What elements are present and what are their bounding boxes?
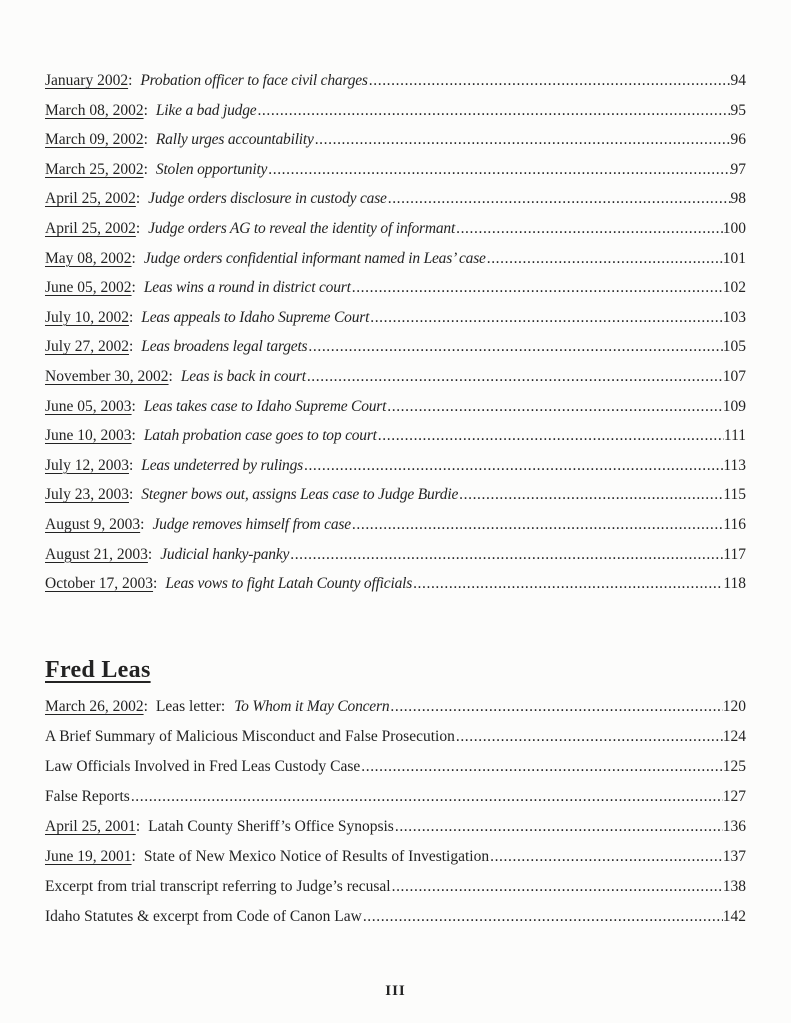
toc-entry-title: Judge removes himself from case [152, 515, 351, 533]
toc-entry-title: Stegner bows out, assigns Leas case to Judge Burdie [141, 486, 459, 504]
toc-entry-date-text: April 25, 2002 [45, 219, 136, 237]
toc-entry [45, 426, 746, 446]
toc-entry-date-text: May 08, 2002 [45, 249, 132, 267]
toc-entry [45, 787, 746, 807]
toc-entry-page-number: 100 [722, 219, 746, 237]
toc-entry [45, 757, 746, 777]
toc-entry-date [45, 397, 136, 417]
toc-entry-date [45, 278, 136, 298]
toc-entry-date [45, 249, 136, 269]
toc-entry [45, 545, 746, 565]
dot-leader [456, 219, 723, 239]
dot-leader [370, 308, 723, 328]
toc-entry-page-number: 98 [730, 190, 746, 208]
dot-leader [369, 71, 731, 91]
toc-entry-date [45, 189, 140, 209]
dot-leader [456, 727, 723, 747]
toc-entry-date [45, 574, 157, 594]
dot-leader [392, 877, 723, 897]
dot-leader [395, 817, 723, 837]
toc-entry-date [45, 308, 133, 328]
dot-leader [490, 847, 723, 867]
toc-entry-date-text: June 19, 2001 [45, 848, 132, 866]
dot-leader [413, 574, 723, 594]
toc-entry [45, 101, 746, 121]
toc-entry-date-text: March 26, 2002 [45, 698, 144, 716]
toc-entry-title: Leas appeals to Idaho Supreme Court [141, 308, 370, 326]
toc-entry [45, 485, 746, 505]
toc-entry-page-number: 118 [723, 575, 746, 593]
toc-entry-title: Latah County Sheriff’s Office Synopsis [148, 818, 394, 836]
toc-entry [45, 847, 746, 867]
toc-entry-date [45, 456, 133, 476]
toc-entry-title: Like a bad judge [155, 101, 257, 119]
toc-section-articles [45, 71, 746, 594]
toc-entry [45, 308, 746, 328]
dot-leader [307, 367, 723, 387]
toc-entry-page-number: 96 [730, 131, 746, 149]
toc-entry-page-number: 137 [722, 848, 746, 866]
toc-entry-page-number: 97 [730, 160, 746, 178]
toc-entry-page-number: 101 [722, 249, 746, 267]
toc-entry [45, 817, 746, 837]
dot-leader [361, 757, 723, 777]
toc-entry-page-number: 117 [723, 545, 746, 563]
toc-entry-page-number: 136 [722, 818, 746, 836]
toc-entry-page-number: 127 [722, 788, 746, 806]
dot-leader [390, 697, 722, 717]
toc-entry-page-number: 103 [722, 308, 746, 326]
dot-leader [363, 907, 723, 927]
toc-entry-title: Idaho Statutes & excerpt from Code of Canon Law [45, 908, 362, 926]
toc-entry-title: Stolen opportunity [155, 160, 268, 178]
toc-entry [45, 337, 746, 357]
toc-entry-title: Leas is back in court [180, 367, 306, 385]
toc-entry-title: Judge orders confidential informant named in Leas’ case [143, 249, 486, 267]
toc-entry-page-number: 115 [723, 486, 746, 504]
toc-entry-date [45, 545, 152, 565]
toc-entry-date-text: August 21, 2003 [45, 545, 148, 563]
toc-entry-title: Judicial hanky-panky [160, 545, 290, 563]
toc-entry-page-number: 109 [722, 397, 746, 415]
toc-entry-title: To Whom it May Concern [234, 698, 390, 716]
toc-entry-page-number: 125 [722, 758, 746, 776]
toc-entry [45, 697, 746, 717]
dot-leader [308, 337, 722, 357]
toc-section-fred-leas [45, 697, 746, 927]
dot-leader [268, 160, 730, 180]
toc-entry-title: Judge orders disclosure in custody case [148, 190, 387, 208]
toc-entry-title: Leas vows to fight Latah County officials [165, 575, 413, 593]
toc-entry-date [45, 219, 140, 239]
toc-entry-date [45, 426, 136, 446]
toc-entry-page-number: 138 [722, 878, 746, 896]
toc-entry-date-text: November 30, 2002 [45, 367, 169, 385]
toc-entry-date-text: June 05, 2002 [45, 279, 132, 297]
toc-entry-date [45, 130, 148, 150]
toc-entry [45, 249, 746, 269]
toc-entry-date-text: August 9, 2003 [45, 515, 141, 533]
toc-entry-date-text: June 05, 2003 [45, 397, 132, 415]
toc-entry-page-number: 142 [722, 908, 746, 926]
toc-entry-title: Latah probation case goes to top court [143, 427, 377, 445]
dot-leader [459, 485, 723, 505]
dot-leader [304, 456, 723, 476]
toc-entry-date-text: March 08, 2002 [45, 101, 144, 119]
toc-entry-page-number: 120 [722, 698, 746, 716]
dot-leader [378, 426, 724, 446]
toc-entry-title: Leas undeterred by rulings [141, 456, 303, 474]
toc-entry-title: Leas broadens legal targets [141, 338, 308, 356]
toc-entry [45, 367, 746, 387]
toc-entry-title: False Reports [45, 788, 130, 806]
toc-entry-page-number: 107 [722, 367, 746, 385]
toc-entry-title: Leas takes case to Idaho Supreme Court [143, 397, 387, 415]
dot-leader [315, 130, 731, 150]
toc-entry-title: Judge orders AG to reveal the identity of informant [148, 219, 456, 237]
toc-entry [45, 907, 746, 927]
toc-entry-date [45, 847, 136, 867]
dot-leader [352, 515, 723, 535]
toc-entry-date-text: April 25, 2001 [45, 818, 136, 836]
toc-entry [45, 278, 746, 298]
dot-leader [131, 787, 723, 807]
toc-entry-date-text: April 25, 2002 [45, 190, 136, 208]
dot-leader [290, 545, 723, 565]
section-heading-text: Fred Leas [45, 657, 151, 684]
toc-entry-date-text: March 25, 2002 [45, 160, 144, 178]
toc-entry [45, 574, 746, 594]
toc-entry-title: Probation officer to face civil charges [140, 72, 368, 89]
toc-entry-date [45, 337, 133, 357]
toc-entry [45, 71, 746, 91]
toc-entry [45, 160, 746, 180]
page-number-footer: III [385, 983, 406, 999]
toc-entry-date [45, 101, 148, 121]
toc-entry-page-number: 102 [722, 279, 746, 297]
toc-entry [45, 219, 746, 239]
toc-entry [45, 515, 746, 535]
toc-entry-date [45, 367, 173, 387]
dot-leader [387, 397, 723, 417]
toc-entry [45, 189, 746, 209]
dot-leader [352, 278, 723, 298]
toc-entry-date-text: July 23, 2003 [45, 486, 129, 504]
toc-entry-page-number: 124 [722, 728, 746, 746]
toc-entry-title: Rally urges accountability [155, 131, 314, 149]
toc-entry-date [45, 71, 132, 91]
toc-entry-date-text: October 17, 2003 [45, 575, 154, 593]
dot-leader [487, 249, 723, 269]
toc-entry-date-text: July 10, 2002 [45, 308, 129, 326]
toc-entry-date [45, 160, 148, 180]
toc-entry-title: Leas wins a round in district court [143, 279, 351, 297]
toc-entry-date [45, 817, 140, 837]
toc-entry [45, 397, 746, 417]
table-of-contents [45, 71, 746, 937]
toc-entry [45, 456, 746, 476]
toc-entry-date [45, 515, 144, 535]
toc-entry-page-number: 111 [723, 427, 746, 445]
toc-entry-date-text: March 09, 2002 [45, 131, 144, 149]
toc-entry-date-text: June 10, 2003 [45, 427, 132, 445]
toc-entry-page-number: 94 [730, 72, 746, 89]
toc-entry-date-text: January 2002 [45, 72, 129, 89]
toc-entry-title: Law Officials Involved in Fred Leas Custody Case [45, 758, 361, 776]
toc-entry-page-number: 116 [723, 515, 746, 533]
toc-entry-title: State of New Mexico Notice of Results of Investigation [143, 848, 490, 866]
toc-entry-date [45, 485, 133, 505]
toc-entry-page-number: 105 [722, 338, 746, 356]
section-heading-fred-leas [45, 655, 746, 685]
dot-leader [257, 101, 730, 121]
toc-entry-date [45, 697, 148, 717]
toc-entry-date-text: July 12, 2003 [45, 456, 129, 474]
toc-entry-page-number: 113 [723, 456, 746, 474]
dot-leader [388, 189, 731, 209]
toc-entry-page-number: 95 [730, 101, 746, 119]
toc-entry [45, 130, 746, 150]
toc-entry-title: A Brief Summary of Malicious Misconduct and False Prosecution [45, 728, 455, 746]
toc-entry-date-text: July 27, 2002 [45, 338, 129, 356]
toc-entry [45, 877, 746, 897]
toc-entry-label: Leas letter : [156, 697, 225, 717]
toc-entry-title: Excerpt from trial transcript referring to Judge’s recusal [45, 878, 391, 896]
toc-entry [45, 727, 746, 747]
